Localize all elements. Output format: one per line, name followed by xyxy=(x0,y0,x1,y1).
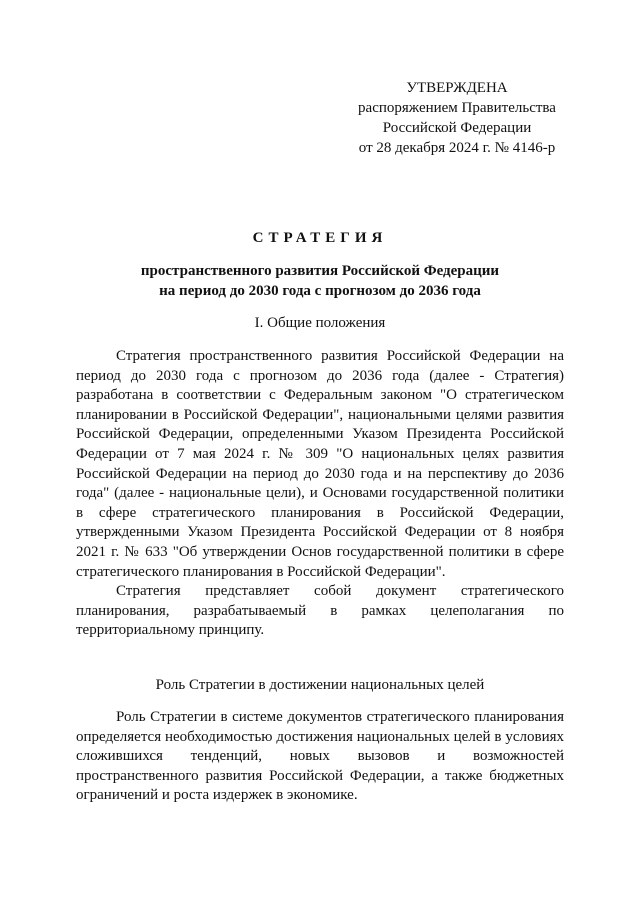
document-title-block xyxy=(76,228,564,301)
document-subtitle-line-2: на период до 2030 года с прогнозом до 2036 года xyxy=(159,283,481,299)
paragraph: Стратегия представляет собой документ стратегического планирования, разрабатываемый в рамках целеполагания по территориальному принципу. xyxy=(76,583,564,639)
document-subtitle-line-1: пространственного развития Российской Федерации xyxy=(140,263,500,279)
section-heading-general: I. Общие положения xyxy=(254,315,386,331)
paragraph: Стратегия пространственного развития Российской Федерации на период до 2030 года с прогнозом до 2036 года (далее - Стратегия) разработана в соответствии с Федеральным законом "О стратегическом планировании в Российской Федерации", национальными целями развития Российской Федерации, определенными Указом Президента Российской Федерации от 7 мая 2024 г. № 309 "О национальных целях развития Российской Федерации на период до 2030 года и на перспективу до 2036 года" (далее - национальные цели), и Основами государственной политики в сфере стратегического планирования в Российской Федерации, утвержденными Указом Президента Российской Федерации от 8 ноября 2021 г. № 633 "Об утверждении Основ государственной политики в сфере стратегического планирования в Российской Федерации". xyxy=(76,348,564,580)
approval-line-3: от 28 декабря 2024 г. № 4146-р xyxy=(358,140,556,156)
section-body-role xyxy=(76,708,564,806)
section-heading-role: Роль Стратегии в достижении национальных целей xyxy=(155,677,485,693)
section-body-general xyxy=(76,347,564,641)
paragraph: Роль Стратегии в системе документов стратегического планирования определяется необходимостью достижения национальных целей в условиях сложившихся тенденций, новых вызовов и возможностей пространственного развития Российской Федерации, а также бюджетных ограничений и роста издержек в экономике. xyxy=(76,709,564,804)
approval-stamp xyxy=(350,78,564,158)
approval-line-1: распоряжением Правительства xyxy=(358,100,556,116)
approval-heading: УТВЕРЖДЕНА xyxy=(406,80,508,96)
approval-line-2: Российской Федерации xyxy=(382,120,532,136)
document-title: СТРАТЕГИЯ xyxy=(252,230,388,246)
